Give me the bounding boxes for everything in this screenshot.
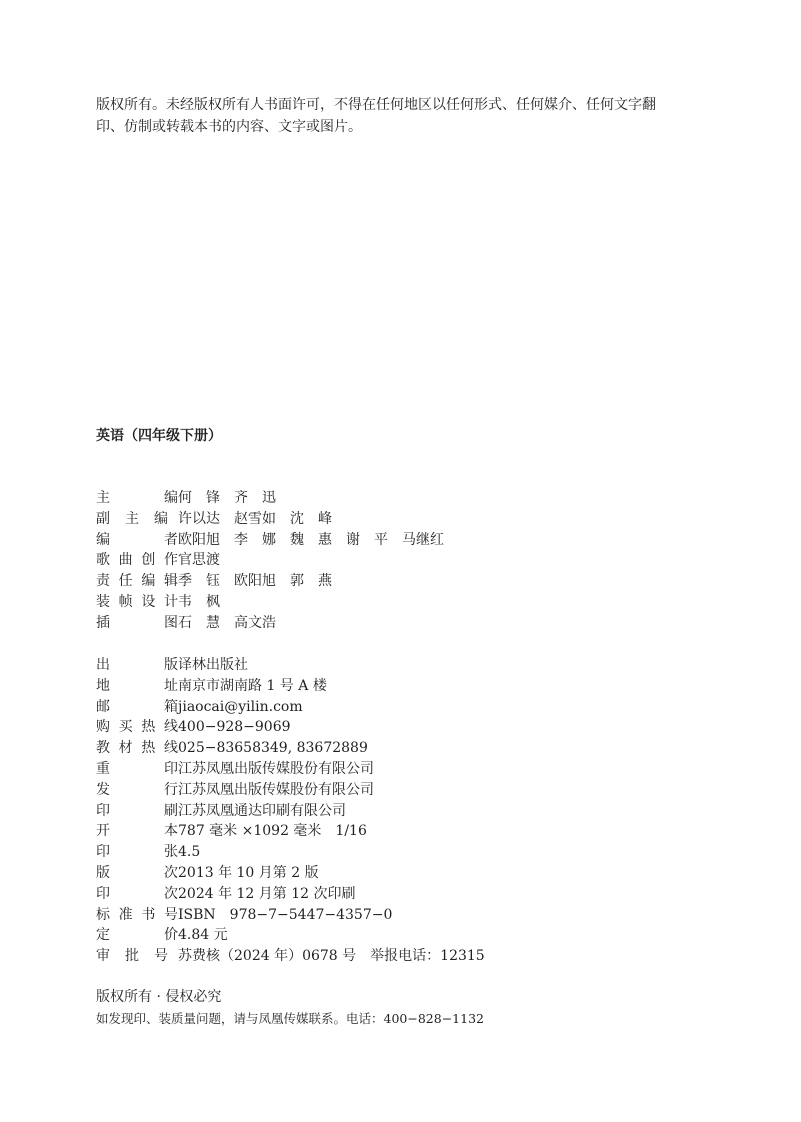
label-char: 邮 xyxy=(96,698,110,715)
label-char: 准 xyxy=(118,906,133,923)
publishing-row-value: 江苏凤凰出版传媒股份有限公司 xyxy=(178,781,374,798)
label-char: 计 xyxy=(163,593,178,610)
label-char: 本 xyxy=(164,823,178,840)
credit-row-value: 欧阳旭 李 娜 魏 惠 谢 平 马继红 xyxy=(178,531,444,548)
credit-row xyxy=(96,509,444,530)
label-char: 版 xyxy=(96,864,110,881)
publishing-row xyxy=(96,925,485,946)
publishing-row-value: 4.5 xyxy=(178,844,201,861)
label-char: 帧 xyxy=(118,593,133,610)
publishing-row-label xyxy=(96,821,178,842)
label-char: 编 xyxy=(96,531,110,548)
label-char: 编 xyxy=(141,573,156,590)
label-char: 号 xyxy=(163,906,178,923)
publishing-row-value: 400−928−9069 xyxy=(178,719,291,736)
credit-row xyxy=(96,571,444,592)
publishing-row-value: jiaocai@yilin.com xyxy=(178,698,303,715)
publishing-row xyxy=(96,717,485,738)
label-char: 编 xyxy=(154,510,168,527)
label-char: 定 xyxy=(96,927,110,944)
publishing-row-value: 4.84 元 xyxy=(178,927,228,944)
label-char: 张 xyxy=(164,844,178,861)
publishing-row-label xyxy=(96,697,178,718)
publishing-row xyxy=(96,842,485,863)
publishing-row xyxy=(96,738,485,759)
label-char: 辑 xyxy=(163,573,178,590)
label-char: 热 xyxy=(141,719,156,736)
credit-row-label xyxy=(96,571,178,592)
publishing-row-label xyxy=(96,717,178,738)
publishing-row-label xyxy=(96,780,178,801)
publishing-row-value: 江苏凤凰出版传媒股份有限公司 xyxy=(178,760,374,777)
label-char: 印 xyxy=(96,844,110,861)
label-char: 买 xyxy=(118,719,133,736)
label-char: 价 xyxy=(164,927,178,944)
label-char: 创 xyxy=(141,552,156,569)
publishing-row-value: 南京市湖南路 1 号 A 楼 xyxy=(178,677,327,694)
label-char: 主 xyxy=(96,490,110,506)
label-char: 作 xyxy=(163,552,178,569)
publishing-row xyxy=(96,655,485,676)
label-char: 书 xyxy=(141,906,156,923)
label-char: 行 xyxy=(164,781,178,798)
publishing-row-label xyxy=(96,842,178,863)
label-char: 副 xyxy=(96,510,110,527)
publishing-row xyxy=(96,884,485,905)
label-char: 任 xyxy=(118,573,133,590)
publishing-row-label xyxy=(96,863,178,884)
label-char: 线 xyxy=(163,740,178,757)
publishing-row-value: 025−83658349, 83672889 xyxy=(178,740,368,757)
publishing-row xyxy=(96,905,485,926)
publishing-row-value: 2013 年 10 月第 2 版 xyxy=(178,864,319,881)
label-char: 发 xyxy=(96,781,110,798)
publishing-row-label xyxy=(96,946,168,967)
credits-list xyxy=(96,488,444,634)
publishing-row-label xyxy=(96,655,178,676)
label-char: 者 xyxy=(164,531,178,548)
label-char: 装 xyxy=(96,593,110,610)
credit-row xyxy=(96,488,444,509)
credit-row xyxy=(96,592,444,613)
label-char: 教 xyxy=(96,740,110,757)
label-char: 图 xyxy=(164,614,178,631)
credit-row xyxy=(96,613,444,634)
credit-row-value: 许以达 赵雪如 沈 峰 xyxy=(178,510,332,527)
label-char: 重 xyxy=(96,760,110,777)
credit-row-value: 季 钰 欧阳旭 郭 燕 xyxy=(178,573,332,590)
publishing-row-label xyxy=(96,759,178,780)
credit-row-value: 石 慧 高文浩 xyxy=(178,614,276,631)
label-char: 开 xyxy=(96,823,110,840)
label-char: 版 xyxy=(164,657,178,673)
publishing-row-value: 苏费核（2024 年）0678 号 举报电话：12315 xyxy=(178,948,485,965)
copyright-notice: 版权所有。未经版权所有人书面许可，不得在任何地区以任何形式、任何媒介、任何文字翻印、仿制或转载本书的内容、文字或图片。 xyxy=(96,97,656,135)
publishing-row xyxy=(96,946,485,967)
credit-row-label xyxy=(96,530,178,551)
label-char: 责 xyxy=(96,573,110,590)
credit-row-value: 何 锋 齐 迅 xyxy=(178,490,276,506)
credit-row-value: 韦 枫 xyxy=(178,593,220,610)
label-char: 址 xyxy=(164,677,178,694)
label-char: 设 xyxy=(141,593,156,610)
label-char: 购 xyxy=(96,719,110,736)
publishing-row xyxy=(96,863,485,884)
publishing-row xyxy=(96,780,485,801)
publishing-row-value: 译林出版社 xyxy=(178,657,248,673)
credit-row-label xyxy=(96,592,178,613)
label-char: 标 xyxy=(96,906,110,923)
label-char: 材 xyxy=(118,740,133,757)
quality-contact-note: 如发现印、装质量问题，请与凤凰传媒联系。电话：400−828−1132 xyxy=(96,1011,484,1026)
label-char: 热 xyxy=(141,740,156,757)
publishing-row-label xyxy=(96,884,178,905)
credit-row-label xyxy=(96,509,168,530)
credit-row-label xyxy=(96,613,178,634)
publishing-row-label xyxy=(96,801,178,822)
label-char: 主 xyxy=(125,510,139,527)
label-char: 曲 xyxy=(118,552,133,569)
label-char: 号 xyxy=(154,948,168,965)
publishing-row-value: 787 毫米 ×1092 毫米 1/16 xyxy=(178,823,367,840)
publishing-row-label xyxy=(96,925,178,946)
label-char: 印 xyxy=(96,885,110,902)
publishing-row-label xyxy=(96,905,178,926)
publishing-row-value: ISBN 978−7−5447−4357−0 xyxy=(178,906,393,923)
label-char: 箱 xyxy=(164,698,178,715)
label-char: 线 xyxy=(163,719,178,736)
credit-row-value: 官思渡 xyxy=(178,552,220,569)
label-char: 印 xyxy=(96,802,110,819)
publishing-row xyxy=(96,697,485,718)
label-char: 次 xyxy=(164,885,178,902)
publishing-row xyxy=(96,759,485,780)
label-char: 审 xyxy=(96,948,110,965)
label-char: 出 xyxy=(96,657,110,673)
publishing-row-label xyxy=(96,676,178,697)
book-title: 英语（四年级下册） xyxy=(96,428,222,444)
publishing-row xyxy=(96,821,485,842)
label-char: 批 xyxy=(125,948,139,965)
label-char: 印 xyxy=(164,760,178,777)
publishing-row xyxy=(96,676,485,697)
label-char: 歌 xyxy=(96,552,110,569)
label-char: 地 xyxy=(96,677,110,694)
publishing-row-value: 江苏凤凰通达印刷有限公司 xyxy=(178,802,346,819)
publishing-row-value: 2024 年 12 月第 12 次印刷 xyxy=(178,885,356,902)
label-char: 编 xyxy=(164,490,178,506)
publishing-info-list xyxy=(96,655,485,967)
label-char: 插 xyxy=(96,614,110,631)
credit-row-label xyxy=(96,488,178,509)
rights-reserved-title: 版权所有 · 侵权必究 xyxy=(96,989,222,1005)
publishing-row xyxy=(96,801,485,822)
publishing-row-label xyxy=(96,738,178,759)
credit-row xyxy=(96,530,444,551)
credit-row-label xyxy=(96,550,178,571)
label-char: 次 xyxy=(164,864,178,881)
label-char: 刷 xyxy=(164,802,178,819)
credit-row xyxy=(96,550,444,571)
